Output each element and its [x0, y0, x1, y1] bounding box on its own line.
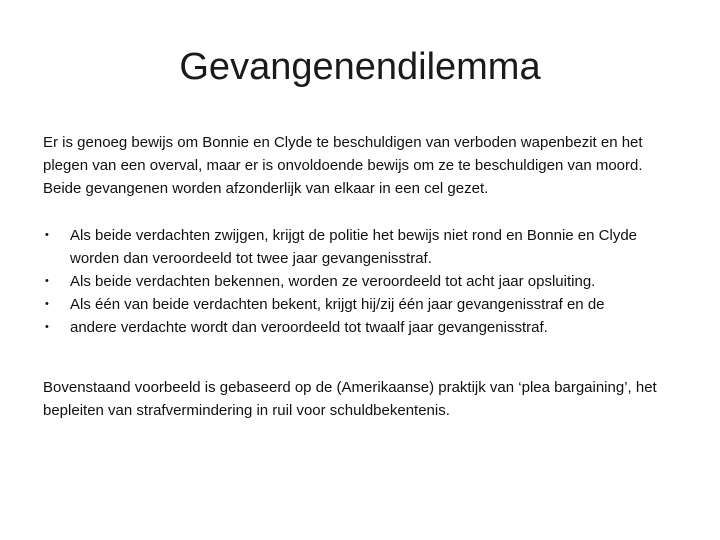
outro-paragraph: Bovenstaand voorbeeld is gebaseerd op de (Amerikaanse) praktijk van ‘plea bargaining’, het bepleiten van strafvermindering in ruil voor schuldbekentenis.: [43, 379, 657, 419]
bullet-list: [43, 224, 683, 339]
bullet-icon: •: [45, 321, 49, 333]
bullet-icon: •: [45, 275, 49, 287]
bullet-text: andere verdachte wordt dan veroordeeld tot twaalf jaar gevangenisstraf.: [70, 319, 548, 336]
bullet-item: [43, 224, 683, 270]
bullet-text: Als één van beide verdachten bekent, krijgt hij/zij één jaar gevangenisstraf en de: [70, 296, 605, 313]
bullet-icon: •: [45, 229, 49, 241]
bullet-icon: •: [45, 298, 49, 310]
intro-paragraph: Er is genoeg bewijs om Bonnie en Clyde te beschuldigen van verboden wapenbezit en het plegen van een overval, maar er is onvoldoende bewijs om ze te beschuldigen van moord. Beide gevangenen worden afzonderlijk van elkaar in een cel gezet.: [43, 134, 643, 197]
bullet-item: [43, 316, 683, 339]
bullet-item: [43, 270, 683, 293]
bullet-item: [43, 293, 683, 316]
bullet-text: Als beide verdachten bekennen, worden ze veroordeeld tot acht jaar opsluiting.: [70, 273, 596, 290]
bullet-text: Als beide verdachten zwijgen, krijgt de politie het bewijs niet rond en Bonnie en Clyde worden dan veroordeeld tot twee jaar gevangenisstraf.: [70, 227, 638, 267]
slide-title: Gevangenendilemma: [179, 46, 541, 88]
